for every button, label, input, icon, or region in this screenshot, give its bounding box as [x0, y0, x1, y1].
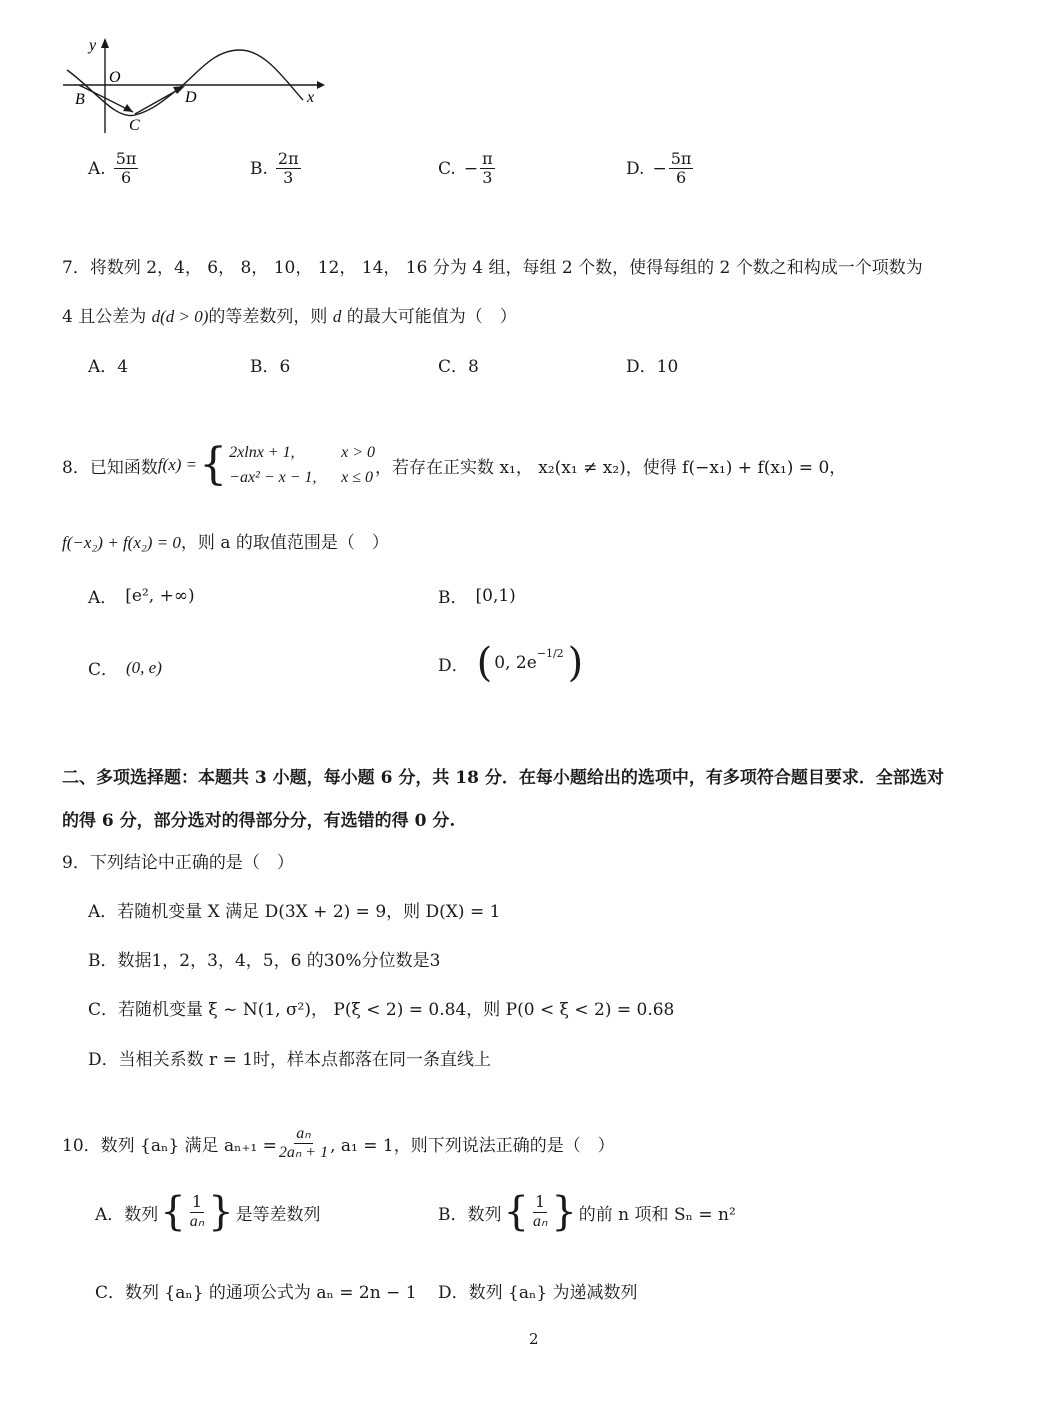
q9-stem: 9．下列结论中正确的是（ ）: [62, 853, 294, 873]
q10-recurrence-fraction: $\frac{\text{aₙ}}{\text{2aₙ + 1}}$: [278, 1125, 329, 1162]
q8-option-a[interactable]: A． [e², +∞): [88, 585, 195, 608]
q6-option-c-fraction: $\frac{\pi}{3}$: [482, 149, 493, 188]
q9-option-c[interactable]: C．若随机变量 ξ ~ N(1, σ²)， P(ξ < 2) = 0.84，则 P(0 < ξ < 2) = 0.68: [88, 1000, 675, 1020]
q6-option-c-label: C.: [438, 158, 456, 179]
q6-option-a-label: A.: [88, 158, 106, 179]
q7-option-d[interactable]: D．10: [626, 357, 679, 377]
x-axis-arrow: [317, 81, 325, 89]
section2-line2: 的得 6 分，部分选对的得部分分，有选错的得 0 分.: [62, 811, 456, 831]
q10-option-b[interactable]: B．数列 { $\frac{1}{\text{aₙ}}$ } 的前 n 项和 Sₙ = n²: [438, 1189, 736, 1235]
q8-stem-line2: f(−x₂) + f(x₂) = 0，则 a 的取值范围是（ ）: [62, 533, 389, 553]
q6-option-b-fraction: $\frac{2\pi}{3}$: [277, 149, 299, 188]
graph-label-c: C: [129, 117, 140, 134]
q8-option-c[interactable]: C． (0, e): [88, 657, 162, 680]
q6-option-a-fraction: $\frac{5\pi}{6}$: [115, 149, 137, 188]
q6-option-d[interactable]: [626, 150, 693, 188]
q10-option-a-fraction: $\frac{1}{\text{aₙ}}$: [189, 1192, 205, 1230]
section2-line1: 二、多项选择题：本题共 3 小题，每小题 6 分，共 18 分．在每小题给出的选项中，有多项符合题目要求．全部选对: [62, 768, 944, 788]
q8-piecewise: { 2xlnx + 1, x > 0 −ax² − x − 1, x ≤ 0: [199, 439, 376, 490]
graph-label-o: O: [109, 69, 121, 86]
q10-option-d[interactable]: D．数列 {aₙ} 为递减数列: [438, 1283, 638, 1303]
q10-stem: 10．数列 {aₙ} 满足 aₙ₊₁ = $\frac{\text{aₙ}}{\text{2aₙ + 1}}$ , a₁ = 1，则下列说法正确的是（ ）: [62, 1125, 615, 1162]
q10-option-b-fraction: $\frac{1}{\text{aₙ}}$: [532, 1192, 548, 1230]
vector-cd-arrow: [173, 86, 185, 94]
q8-option-d[interactable]: D． ( 0, 2e $^{-1/2}$ ): [438, 640, 584, 686]
q7-option-a[interactable]: A．4: [88, 357, 129, 377]
graph-label-x: x: [307, 89, 315, 106]
q6-option-a[interactable]: [88, 150, 138, 188]
q7-option-b[interactable]: B．6: [250, 357, 291, 377]
q7-stem-line1: 7．将数列 2，4， 6， 8， 10， 12， 14， 16 分为 4 组，每组 2 个数，使得每组的 2 个数之和构成一个项数为: [62, 258, 923, 278]
q9-option-a[interactable]: A．若随机变量 X 满足 D(3X + 2) = 9，则 D(X) = 1: [88, 902, 501, 922]
q8-stem-line1: 8．已知函数 f(x) = { 2xlnx + 1, x > 0 −ax² − x − 1, x ≤ 0 ，若存在正实数 x₁， x₂(x₁ ≠ x₂)，使得 f(−x₁) + f(x₁) = 0，: [62, 439, 847, 490]
sine-graph: [55, 30, 345, 140]
q6-option-b[interactable]: [250, 150, 301, 188]
q9-option-b[interactable]: B．数据1，2，3，4，5，6 的30%分位数是3: [88, 951, 441, 971]
q6-option-d-label: D.: [626, 158, 645, 179]
graph-label-y: y: [89, 37, 97, 54]
q7-option-c[interactable]: C．8: [438, 357, 479, 377]
q6-option-c-sign: −: [463, 158, 479, 179]
q6-option-c[interactable]: [438, 150, 495, 188]
q9-option-d[interactable]: D．当相关系数 r = 1时，样本点都落在同一条直线上: [88, 1050, 492, 1070]
y-axis-arrow: [101, 38, 109, 48]
q6-option-b-label: B.: [250, 158, 268, 179]
q7-stem-line2: 4 且公差为 d(d > 0)的等差数列，则 d 的最大可能值为（ ）: [62, 307, 517, 327]
q8-piecewise-brace: {: [199, 439, 228, 490]
graph-label-d: D: [185, 89, 197, 106]
q10-option-a[interactable]: A．数列 { $\frac{1}{\text{aₙ}}$ } 是等差数列: [95, 1189, 321, 1235]
q6-option-d-fraction: $\frac{5\pi}{6}$: [670, 149, 692, 188]
q10-option-c[interactable]: C．数列 {aₙ} 的通项公式为 aₙ = 2n − 1: [95, 1283, 417, 1303]
q8-option-b[interactable]: B． [0,1): [438, 585, 516, 608]
graph-label-b: B: [75, 91, 85, 108]
q6-option-d-sign: −: [652, 158, 667, 179]
page-number: 2: [529, 1330, 539, 1348]
